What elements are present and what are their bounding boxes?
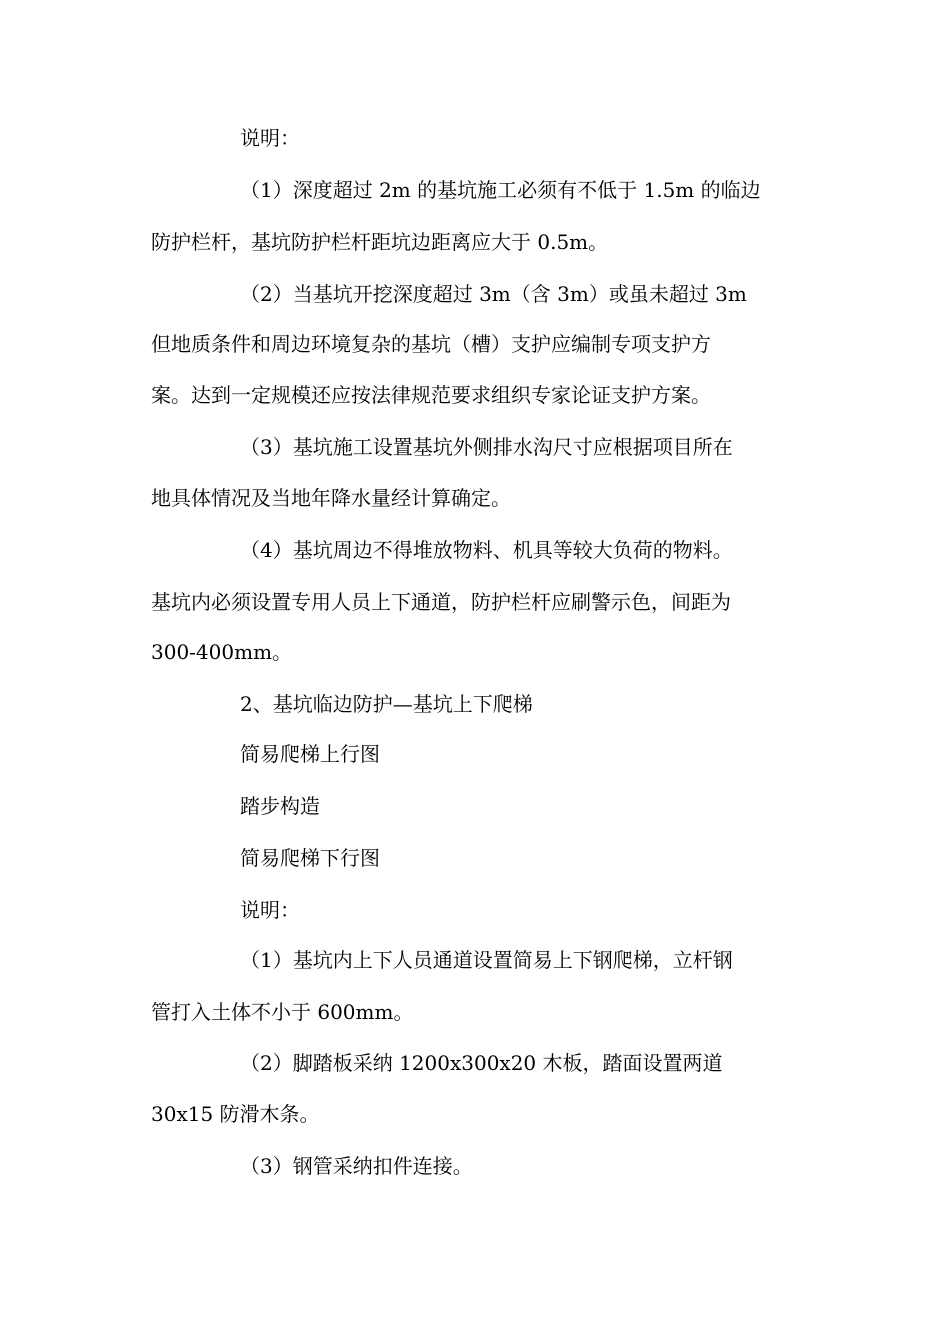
- doc-line: 但地质条件和周边环境复杂的基坑（槽）支护应编制专项支护方: [151, 332, 711, 356]
- doc-line: （3）钢管采纳扣件连接。: [240, 1154, 473, 1178]
- doc-line: 2、基坑临边防护—基坑上下爬梯: [240, 692, 533, 716]
- doc-line: （2）脚踏板采纳 1200x300x20 木板，踏面设置两道: [240, 1051, 723, 1075]
- doc-line: 简易爬梯上行图: [240, 742, 380, 766]
- doc-line: 基坑内必须设置专用人员上下通道，防护栏杆应刷警示色，间距为: [151, 590, 731, 614]
- doc-line: 说明：: [240, 898, 300, 922]
- doc-line: 300-400mm。: [151, 640, 293, 664]
- doc-line: 管打入土体不小于 600mm。: [151, 1000, 414, 1024]
- doc-line: 说明：: [240, 126, 300, 150]
- doc-line: 踏步构造: [240, 794, 320, 818]
- doc-line: 地具体情况及当地年降水量经计算确定。: [151, 486, 511, 510]
- doc-line: 简易爬梯下行图: [240, 846, 380, 870]
- doc-line: （2）当基坑开挖深度超过 3m（含 3m）或虽未超过 3m: [240, 282, 747, 306]
- doc-line: 30x15 防滑木条。: [151, 1102, 320, 1126]
- doc-line: 案。达到一定规模还应按法律规范要求组织专家论证支护方案。: [151, 383, 711, 407]
- doc-line: 防护栏杆，基坑防护栏杆距坑边距离应大于 0.5m。: [151, 230, 609, 254]
- doc-line: （3）基坑施工设置基坑外侧排水沟尺寸应根据项目所在: [240, 435, 733, 459]
- doc-line: （4）基坑周边不得堆放物料、机具等较大负荷的物料。: [240, 538, 733, 562]
- doc-line: （1）基坑内上下人员通道设置简易上下钢爬梯，立杆钢: [240, 948, 733, 972]
- doc-line: （1）深度超过 2m 的基坑施工必须有不低于 1.5m 的临边: [240, 178, 761, 202]
